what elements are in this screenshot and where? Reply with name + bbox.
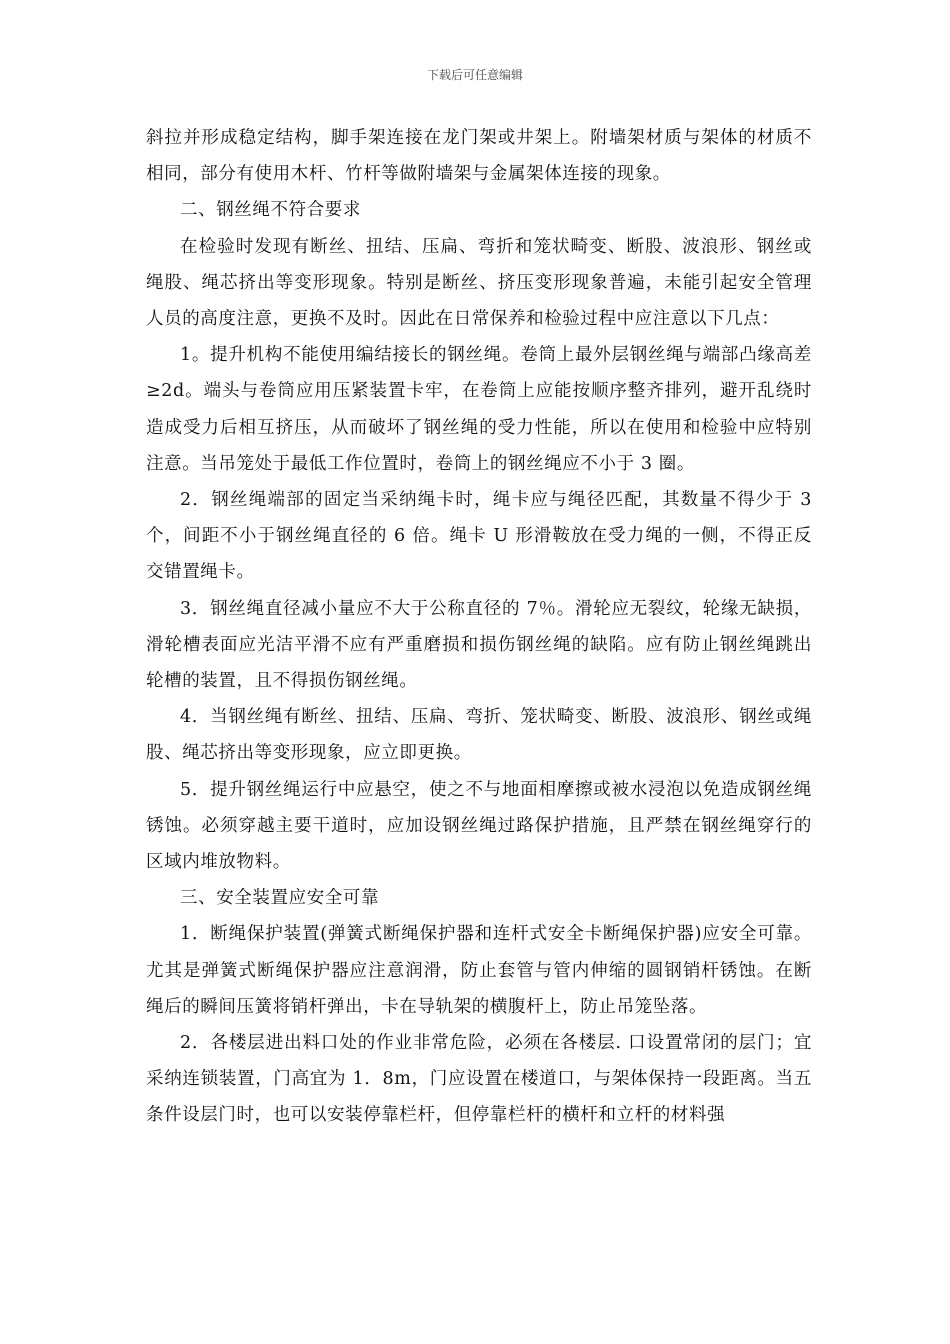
list-item-1: 1。提升机构不能使用编结接长的钢丝绳。卷筒上最外层钢丝绳与端部凸缘高差≥2d。端头与卷筒应用压紧装置卡牢，在卷筒上应能按顺序整齐排列，避开乱绕时造成受力后相互挤压，从而破坏了钢丝绳的受力性能，所以在使用和检验中应特别注意。当吊笼处于最低工作位置时，卷筒上的钢丝绳应不小于 3 圈。: [146, 345, 812, 474]
document-body: [146, 120, 812, 1134]
list-item-2: 2．各楼层进出料口处的作业非常危险，必须在各楼层. 口设置常闭的层门；宜采纳连锁装置，门高宜为 1．8m，门应设置在楼道口，与架体保持一段距离。当五条件设层门时，也可以安装停靠栏杆，但停靠栏杆的横杆和立杆的材料强: [146, 1033, 812, 1126]
list-item-5: 5．提升钢丝绳运行中应悬空，使之不与地面相摩擦或被水浸泡以免造成钢丝绳锈蚀。必须穿越主要干道时，应加设钢丝绳过路保护措施，且严禁在钢丝绳穿行的区域内堆放物料。: [146, 779, 812, 873]
page-header: 下载后可任意编辑: [426, 68, 523, 82]
list-item-3: 3．钢丝绳直径减小量应不大于公称直径的 7％。滑轮应无裂纹，轮缘无缺损，滑轮槽表面应光洁平滑不应有严重磨损和损伤钢丝绳的缺陷。应有防止钢丝绳跳出轮槽的装置，且不得损伤钢丝绳。: [146, 598, 812, 692]
paragraph: 在检验时发现有断丝、扭结、压扁、弯折和笼状畸变、断股、波浪形、钢丝或绳股、绳芯挤出等变形现象。特别是断丝、挤压变形现象普遍，未能引起安全管理人员的高度注意，更换不及时。因此在日常保养和检验过程中应注意以下几点：: [146, 236, 812, 330]
list-item-1: 1．断绳保护装置(弹簧式断绳保护器和连杆式安全卡断绳保护器)应安全可靠。尤其是弹簧式断绳保护器应注意润滑，防止套管与管内伸缩的圆钢销杆锈蚀。在断绳后的瞬间压簧将销杆弹出，卡在导轨架的横腹杆上，防止吊笼坠落。: [146, 924, 812, 1017]
section-heading-3: 三、安全装置应安全可靠: [180, 888, 380, 909]
list-item-4: 4．当钢丝绳有断丝、扭结、压扁、弯折、笼状畸变、断股、波浪形、钢丝或绳股、绳芯挤出等变形现象，应立即更换。: [146, 707, 812, 764]
section-heading-2: 二、钢丝绳不符合要求: [180, 200, 361, 221]
paragraph-continuation: 斜拉并形成稳定结构，脚手架连接在龙门架或井架上。附墙架材质与架体的材质不相同，部分有使用木杆、竹杆等做附墙架与金属架体连接的现象。: [146, 128, 812, 185]
list-item-2: 2．钢丝绳端部的固定当采纳绳卡时，绳卡应与绳径匹配，其数量不得少于 3 个，间距不小于钢丝绳直径的 6 倍。绳卡 U 形滑鞍放在受力绳的一侧，不得正反交错置绳卡。: [146, 490, 812, 583]
